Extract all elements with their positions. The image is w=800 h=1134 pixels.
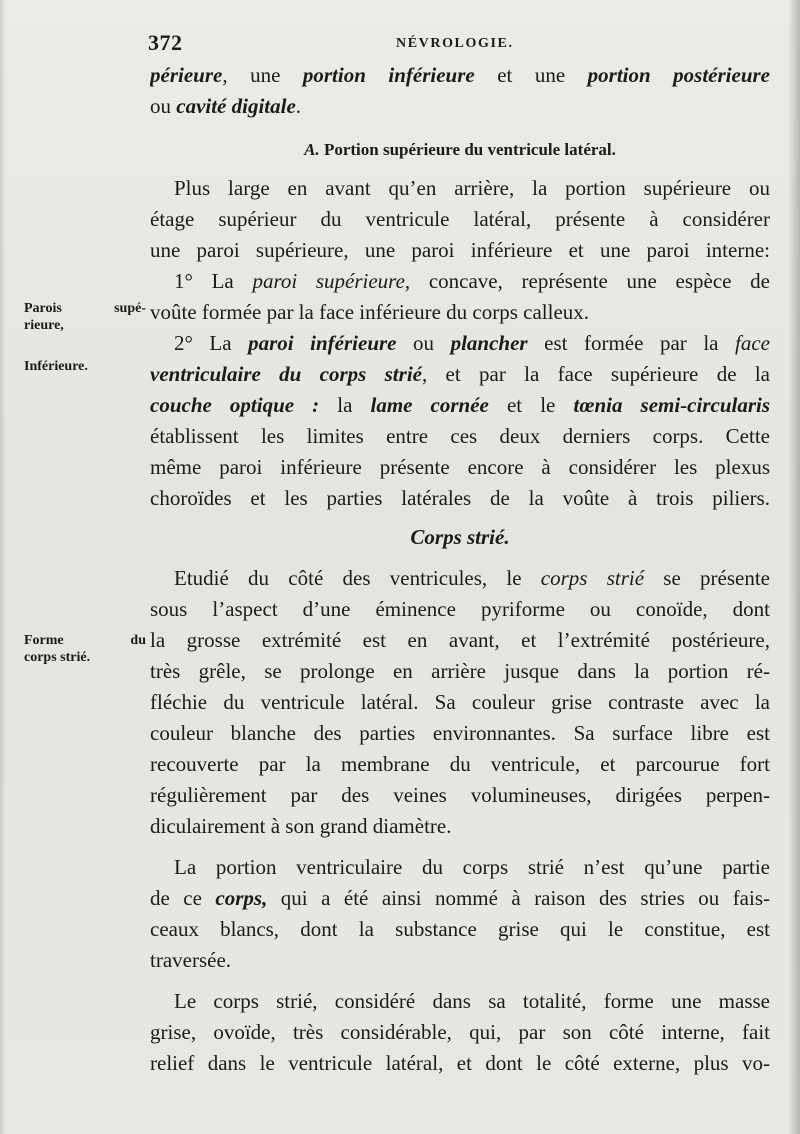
para4-line: la grosse extrémité est en avant, et l’extrémité postérieure, xyxy=(150,628,770,652)
text-run: de ce xyxy=(150,886,216,910)
text-run: et le xyxy=(488,393,574,417)
para1-line: Plus large en avant qu’en arrière, la portion supérieure ou xyxy=(174,176,770,200)
emphasized-text: portion postérieure xyxy=(587,63,770,87)
margin-note-line: rieure, xyxy=(24,318,64,333)
para3-line-1 xyxy=(150,328,770,359)
emphasized-text: paroi inférieure xyxy=(248,331,397,355)
para1-line: une paroi supérieure, une paroi inférieure et une paroi interne: xyxy=(150,238,770,262)
text-run: la xyxy=(319,393,371,417)
para3-line-4: établissent les limites entre ces deux derniers corps. Cette xyxy=(150,424,770,448)
emphasized-text: cavité digitale xyxy=(176,94,296,118)
margin-note-line: Inférieure. xyxy=(24,359,88,374)
page-number: 372 xyxy=(148,30,183,55)
margin-note-line: Parois supé- xyxy=(24,301,146,316)
text-run: est formée par la xyxy=(527,331,736,355)
para5-line-1: La portion ventriculaire du corps strié n’est qu’une partie xyxy=(174,855,770,879)
section-a-title: Portion supérieure du ventricule latéral. xyxy=(323,140,616,159)
para4-line: recouverte par la membrane du ventricule, et parcourue fort xyxy=(150,752,770,776)
para6-line: Le corps strié, considéré dans sa totalité, forme une masse xyxy=(174,989,770,1013)
emphasized-text: plancher xyxy=(450,331,528,355)
intro-line-2 xyxy=(150,91,770,122)
text-run: Etudié du côté des ventricules, le xyxy=(174,566,541,590)
page-header xyxy=(148,30,768,60)
para4-line: régulièrement par des veines volumineuses, dirigées perpen- xyxy=(150,783,770,807)
para3-line-6: choroïdes et les parties latérales de la voûte à trois piliers. xyxy=(150,486,770,510)
page-edge-shadow xyxy=(788,0,800,1134)
emphasized-text: ventriculaire du corps strié xyxy=(150,362,422,386)
para4-last-line: diculairement à son grand diamètre. xyxy=(150,814,452,838)
para6-line: grise, ovoïde, très considérable, qui, par son côté interne, fait xyxy=(150,1020,770,1044)
page-gutter-shadow xyxy=(0,0,6,1134)
emphasized-text: corps, xyxy=(215,886,268,910)
section-a-letter: A. xyxy=(304,140,320,159)
margin-note-parois xyxy=(24,300,146,334)
para5-last-line: traversée. xyxy=(150,948,232,972)
text-run: 2° La xyxy=(174,331,249,355)
text-run: ou xyxy=(396,331,451,355)
paragraph-gap xyxy=(150,976,770,986)
text-run: , concave, représente une espèce de xyxy=(404,269,770,293)
para2-line-2: voûte formée par la face inférieure du corps calleux. xyxy=(150,300,590,324)
emphasized-text: portion inférieure xyxy=(302,63,475,87)
emphasized-text: paroi supérieure xyxy=(252,269,405,293)
text-run: , une xyxy=(222,63,303,87)
emphasized-text: périeure xyxy=(150,63,223,87)
text-run: ou xyxy=(150,94,177,118)
para4-line: très grêle, se prolonge en arrière jusque dans la portion ré- xyxy=(150,659,770,683)
para5-line-3: ceaux blancs, dont la substance grise qui le constitue, est xyxy=(150,917,770,941)
emphasized-text: tœnia semi-circularis xyxy=(573,393,770,417)
margin-note-line: corps strié. xyxy=(24,650,91,665)
paragraph-gap xyxy=(150,842,770,852)
para1-line: étage supérieur du ventricule latéral, présente à considérer xyxy=(150,207,770,231)
para4-line-1 xyxy=(150,563,770,594)
emphasized-text: couche optique : xyxy=(150,393,320,417)
para2-line-1 xyxy=(150,266,770,297)
margin-note-forme xyxy=(24,632,146,666)
para4-line: sous l’aspect d’une éminence pyriforme ou conoïde, dont xyxy=(150,597,770,621)
body-text xyxy=(150,60,770,1079)
para6-line: relief dans le ventricule latéral, et dont le côté externe, plus vo- xyxy=(150,1051,770,1075)
para5-line-2 xyxy=(150,883,770,914)
text-run: 1° La xyxy=(174,269,253,293)
text-run: qui a été ainsi nommé à raison des stries ou fais- xyxy=(267,886,770,910)
para4-line: fléchie du ventricule latéral. Sa couleur grise contraste avec la xyxy=(150,690,770,714)
corps-strie-heading: Corps strié. xyxy=(410,525,510,549)
emphasized-text: corps strié xyxy=(540,566,645,590)
text-run: , et par la face supérieure de la xyxy=(421,362,770,386)
margin-note-inferieure xyxy=(24,358,146,375)
emphasized-text: face xyxy=(735,331,770,355)
section-a-heading xyxy=(150,134,770,165)
margin-note-line: Forme du xyxy=(24,633,146,648)
para3-line-5: même paroi inférieure présente encore à considérer les plexus xyxy=(150,455,770,479)
para3-line-3 xyxy=(150,390,770,421)
text-run: . xyxy=(295,94,302,118)
intro-line-1 xyxy=(150,60,770,91)
para3-line-2 xyxy=(150,359,770,390)
text-run: et une xyxy=(474,63,588,87)
running-head: NÉVROLOGIE. xyxy=(396,36,514,51)
para4-line: couleur blanche des parties environnantes. Sa surface libre est xyxy=(150,721,770,745)
emphasized-text: lame cornée xyxy=(370,393,489,417)
text-run: se présente xyxy=(644,566,770,590)
